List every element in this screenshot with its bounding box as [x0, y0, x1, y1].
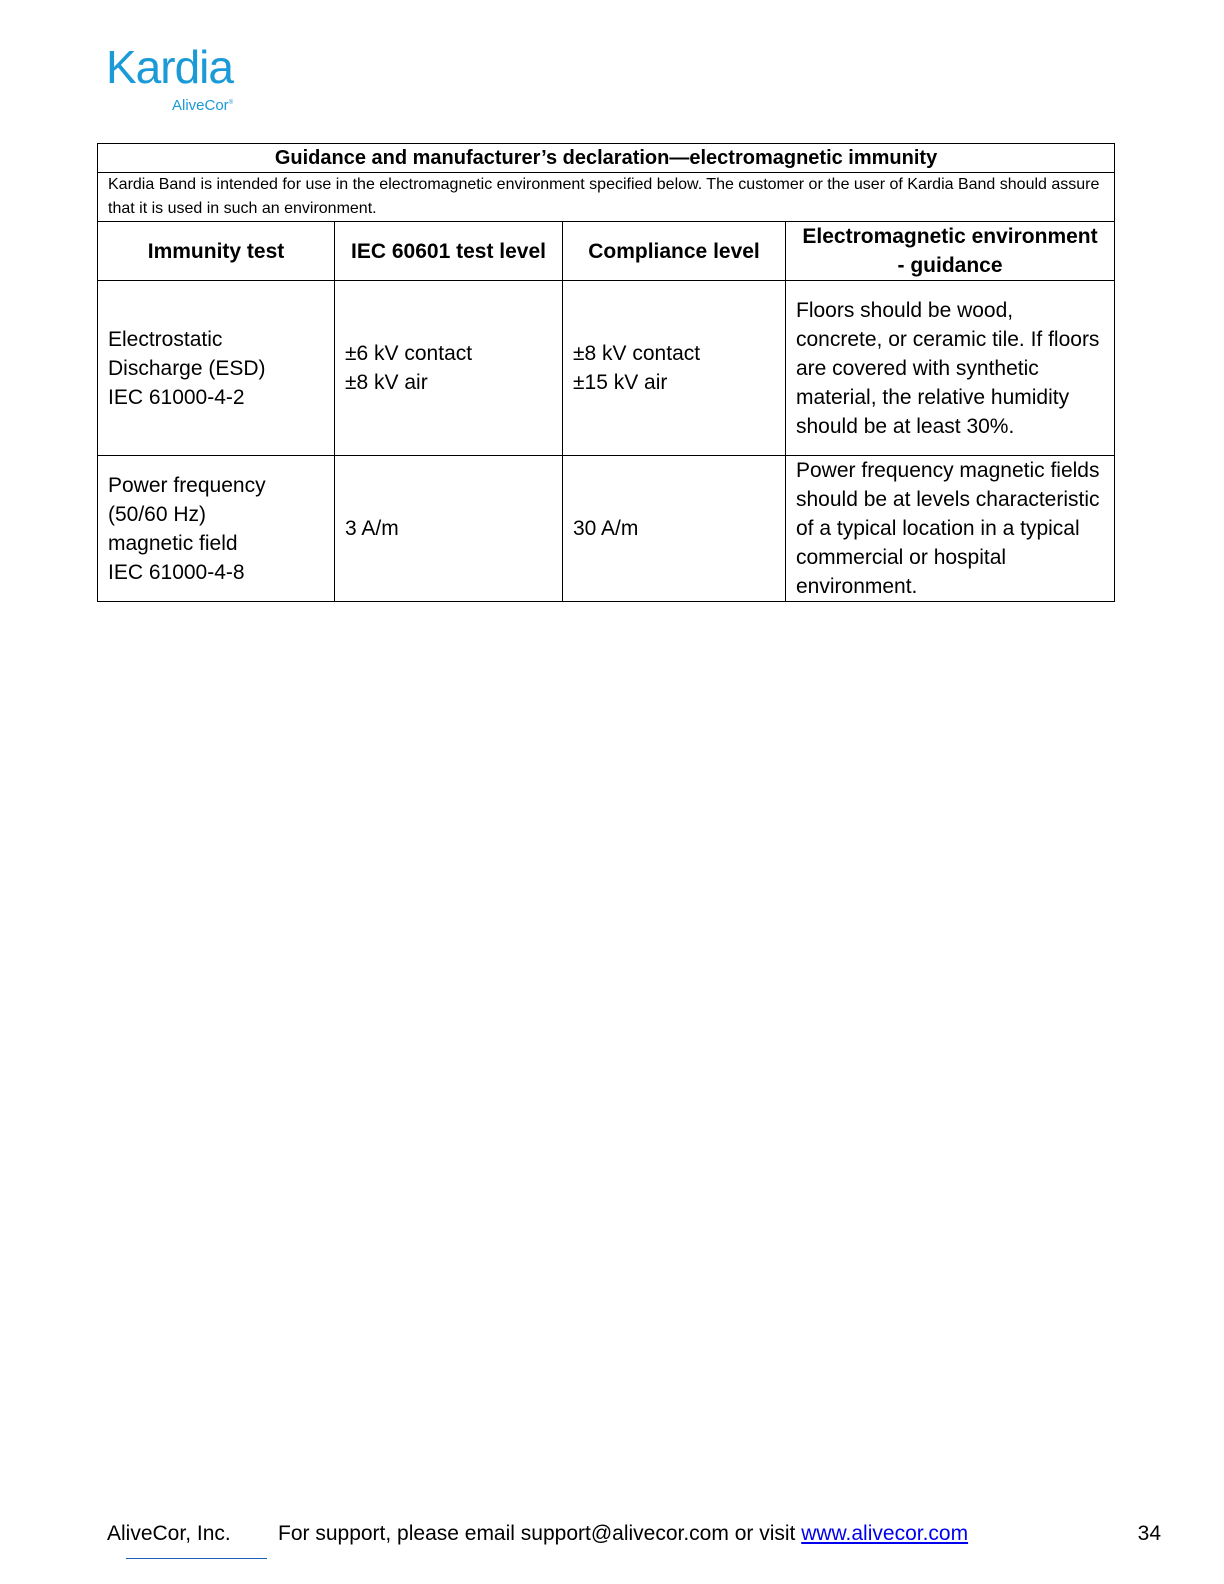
footer-support [278, 1520, 968, 1548]
cell-em-guidance: Floors should be wood, concrete, or ceramic tile. If floors are covered with synthetic material, the relative humidity should be at least 30%. [786, 281, 1115, 456]
footer-divider [126, 1558, 267, 1559]
logo-brand-text: Kardia [106, 41, 233, 93]
page-footer [107, 1520, 1167, 1550]
cell-compliance-level: ±8 kV contact ±15 kV air [563, 281, 786, 456]
table-title-row [98, 144, 1115, 173]
header-em-guidance: Electromagnetic environment - guidance [786, 222, 1115, 281]
header-iec-test-level: IEC 60601 test level [335, 222, 563, 281]
footer-website-link[interactable]: www.alivecor.com [801, 1522, 969, 1545]
table-row [98, 456, 1115, 602]
header-immunity-test: Immunity test [98, 222, 335, 281]
table-intro: Kardia Band is intended for use in the electromagnetic environment specified below. The customer or the user of Kardia Band should assure that it is used in such an environment. [98, 173, 1115, 222]
table-intro-row [98, 173, 1115, 222]
cell-immunity-test: Electrostatic Discharge (ESD) IEC 61000-4-2 [98, 281, 335, 456]
cell-compliance-level: 30 A/m [563, 456, 786, 602]
trademark-symbol: ® [228, 100, 234, 106]
header-compliance-level: Compliance level [563, 222, 786, 281]
cell-em-guidance: Power frequency magnetic fields should be at levels characteristic of a typical location in a typical commercial or hospital environment. [786, 456, 1115, 602]
footer-support-text: For support, please email support@alivecor.com or visit [278, 1522, 802, 1545]
table-title: Guidance and manufacturer’s declaration—electromagnetic immunity [98, 144, 1115, 173]
immunity-table [97, 143, 1115, 602]
table-header-row [98, 222, 1115, 281]
kardia-logo [106, 40, 256, 120]
page-number: 34 [1137, 1522, 1161, 1545]
cell-iec-test-level: 3 A/m [335, 456, 563, 602]
cell-immunity-test: Power frequency (50/60 Hz) magnetic field IEC 61000-4-8 [98, 456, 335, 602]
cell-iec-test-level: ±6 kV contact ±8 kV air [335, 281, 563, 456]
footer-company: AliveCor, Inc. [107, 1522, 231, 1545]
logo-sub-text [172, 94, 233, 115]
table-row [98, 281, 1115, 456]
logo-sub-name: AliveCor [172, 97, 229, 114]
